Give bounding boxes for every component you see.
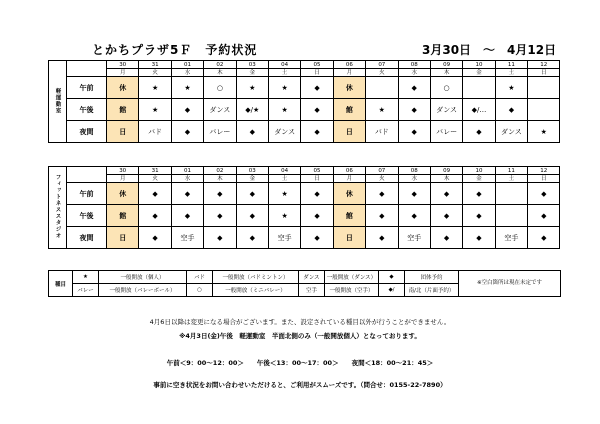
schedule-cell: ◆ [139, 183, 171, 205]
weekday-header: 日 [528, 175, 560, 183]
schedule-cell: ◆ [430, 205, 462, 227]
legend-desc: 団体予約 [405, 271, 459, 284]
legend-desc: 一般開放（ミニバレー） [213, 284, 299, 297]
schedule-cell: ◆ [463, 227, 495, 249]
schedule-cell: 休 [107, 183, 139, 205]
schedule-cell: 休 [107, 77, 139, 99]
schedule-cell [495, 205, 527, 227]
date-header: 06 [333, 61, 365, 69]
weekday-header: 木 [430, 69, 462, 77]
date-header: 11 [495, 61, 527, 69]
weekday-header: 水 [171, 69, 203, 77]
period-label: 夜間 [67, 227, 107, 249]
date-header: 10 [463, 167, 495, 175]
schedule-cell: ★ [366, 99, 398, 121]
date-header: 12 [528, 61, 560, 69]
legend-symbol: バド [187, 271, 213, 284]
weekday-header: 日 [528, 69, 560, 77]
schedule-cell: ◆ [236, 121, 268, 143]
schedule-cell: ★ [236, 77, 268, 99]
schedule-cell: ◆ [528, 205, 560, 227]
schedule-cell: ★ [268, 77, 300, 99]
date-header: 05 [301, 61, 333, 69]
date-header: 08 [398, 167, 430, 175]
schedule-cell: ◆ [171, 205, 203, 227]
legend-desc: 一般開放（空手） [325, 284, 379, 297]
weekday-header: 火 [366, 175, 398, 183]
note-special: ※4月3日(金)午後 軽運動室 半面北側のみ（一般開放個人）となっております。 [179, 332, 421, 340]
weekday-header: 土 [495, 175, 527, 183]
schedule-cell: ◆ [171, 183, 203, 205]
schedule-cell: ◆ [301, 99, 333, 121]
date-header: 03 [236, 167, 268, 175]
schedule-cell: ○ [430, 77, 462, 99]
date-header: 02 [204, 61, 236, 69]
period-label: 午前 [67, 77, 107, 99]
legend-symbol: ★ [73, 271, 99, 284]
date-header: 31 [139, 61, 171, 69]
weekday-header: 木 [430, 175, 462, 183]
room-table-fitness-studio [48, 166, 560, 249]
weekday-header: 月 [107, 69, 139, 77]
weekday-header: 金 [236, 69, 268, 77]
schedule-cell: 館 [107, 205, 139, 227]
schedule-cell: ◆ [366, 183, 398, 205]
date-header: 10 [463, 61, 495, 69]
page-title: とかちプラザ5Ｆ 予約状況 [92, 43, 258, 57]
schedule-cell: 館 [333, 99, 365, 121]
weekday-header: 木 [204, 175, 236, 183]
legend-symbol: ◆/ [379, 284, 405, 297]
weekday-header: 水 [171, 175, 203, 183]
legend-desc: 一般開放（バドミントン） [213, 271, 299, 284]
schedule-cell: 日 [333, 227, 365, 249]
legend-label: 種目 [49, 271, 73, 297]
schedule-cell: バド [366, 121, 398, 143]
schedule-cell: 日 [107, 121, 139, 143]
weekday-header: 火 [366, 69, 398, 77]
schedule-cell: ◆ [171, 121, 203, 143]
legend-desc: 一般開放（バレーボール） [99, 284, 187, 297]
schedule-cell: ◆ [301, 77, 333, 99]
schedule-cell: 館 [333, 205, 365, 227]
schedule-cell: ダンス [268, 121, 300, 143]
schedule-cell: ◆ [463, 121, 495, 143]
note-change: 4月6日以降は変更になる場合がございます。また、設定されている種目以外が行うことができません。 [149, 318, 451, 326]
date-header: 04 [268, 167, 300, 175]
schedule-cell: ◆ [204, 205, 236, 227]
date-header: 05 [301, 167, 333, 175]
schedule-cell: ◆ [139, 205, 171, 227]
schedule-cell: 空手 [495, 227, 527, 249]
schedule-cell: ◆ [463, 205, 495, 227]
schedule-cell: 空手 [398, 227, 430, 249]
date-header: 01 [171, 167, 203, 175]
weekday-header: 水 [398, 69, 430, 77]
schedule-cell: 館 [107, 99, 139, 121]
schedule-cell: 日 [333, 121, 365, 143]
legend-table [48, 270, 561, 297]
schedule-cell: ◆ [236, 205, 268, 227]
date-header: 04 [268, 61, 300, 69]
date-header: 07 [366, 61, 398, 69]
note-contact: 事前に空き状況をお問い合わせいただけると、ご利用がスムーズです。（問合せ：0155-22-7890） [153, 381, 447, 389]
schedule-cell: ★ [171, 77, 203, 99]
weekday-header: 木 [204, 69, 236, 77]
schedule-cell: ◆ [528, 227, 560, 249]
period-label: 午後 [67, 205, 107, 227]
room-name-label: 軽運動室 [54, 87, 61, 114]
weekday-header: 金 [463, 69, 495, 77]
weekday-header: 土 [268, 69, 300, 77]
room-name-label: フィットネススタジオ [54, 174, 61, 239]
schedule-cell: ダンス [495, 121, 527, 143]
weekday-header: 月 [333, 175, 365, 183]
schedule-cell: ◆ [236, 183, 268, 205]
schedule-cell: ◆ [301, 205, 333, 227]
schedule-cell: ◆ [301, 183, 333, 205]
weekday-header: 水 [398, 175, 430, 183]
date-header: 30 [107, 61, 139, 69]
schedule-cell: 空手 [268, 227, 300, 249]
weekday-header: 日 [301, 175, 333, 183]
schedule-cell: ◆ [301, 121, 333, 143]
schedule-cell: ★ [268, 205, 300, 227]
schedule-cell: ◆ [398, 121, 430, 143]
schedule-cell: ★ [528, 121, 560, 143]
schedule-cell: 日 [107, 227, 139, 249]
schedule-cell [528, 99, 560, 121]
date-header: 06 [333, 167, 365, 175]
schedule-cell: ◆ [430, 183, 462, 205]
date-header: 09 [430, 61, 462, 69]
period-label: 午前 [67, 183, 107, 205]
schedule-cell: ★ [268, 99, 300, 121]
schedule-cell: ◆ [236, 227, 268, 249]
weekday-header: 金 [463, 175, 495, 183]
schedule-cell: バレー [204, 121, 236, 143]
weekday-header: 金 [236, 175, 268, 183]
schedule-cell: ◆ [204, 183, 236, 205]
schedule-cell: ★ [268, 183, 300, 205]
legend-note: ※空白箇所は現在未定です [459, 271, 561, 297]
date-header: 31 [139, 167, 171, 175]
legend-symbol: ○ [187, 284, 213, 297]
legend-symbol: ◆ [379, 271, 405, 284]
weekday-header: 日 [301, 69, 333, 77]
schedule-cell: ★ [495, 77, 527, 99]
schedule-cell: ◆ [366, 205, 398, 227]
date-header: 07 [366, 167, 398, 175]
legend-desc: 一般開放（個人） [99, 271, 187, 284]
note-hours: 午前＜9：00～12：00＞ 午後＜13：00～17：00＞ 夜間＜18：00～21：45＞ [166, 359, 434, 367]
legend-desc: 一般開放（ダンス） [325, 271, 379, 284]
room-name [49, 61, 67, 143]
schedule-cell [463, 77, 495, 99]
schedule-cell: ★ [139, 99, 171, 121]
schedule-cell: 空手 [171, 227, 203, 249]
schedule-cell: 休 [333, 183, 365, 205]
schedule-cell: ◆ [171, 99, 203, 121]
date-header: 03 [236, 61, 268, 69]
date-header: 09 [430, 167, 462, 175]
date-header: 01 [171, 61, 203, 69]
weekday-header: 月 [107, 175, 139, 183]
date-header: 11 [495, 167, 527, 175]
weekday-header: 月 [333, 69, 365, 77]
date-header: 08 [398, 61, 430, 69]
schedule-cell: ◆ [430, 227, 462, 249]
schedule-cell: ダンス [430, 99, 462, 121]
schedule-cell: 休 [333, 77, 365, 99]
schedule-cell: バド [139, 121, 171, 143]
legend-symbol: バレー [73, 284, 99, 297]
date-range: 3月30日 ～ 4月12日 [422, 43, 557, 57]
schedule-cell: ◆/… [463, 99, 495, 121]
schedule-cell: ◆ [398, 99, 430, 121]
schedule-cell: ダンス [204, 99, 236, 121]
date-header: 12 [528, 167, 560, 175]
room-name [49, 167, 67, 249]
legend-symbol: 空手 [299, 284, 325, 297]
schedule-cell: ◆ [301, 227, 333, 249]
weekday-header: 土 [495, 69, 527, 77]
date-header: 02 [204, 167, 236, 175]
weekday-header: 火 [139, 175, 171, 183]
schedule-cell: ◆/★ [236, 99, 268, 121]
schedule-cell: ◆ [398, 205, 430, 227]
schedule-cell [495, 183, 527, 205]
schedule-cell: ◆ [366, 227, 398, 249]
schedule-cell: ◆ [139, 227, 171, 249]
schedule-cell [528, 77, 560, 99]
schedule-cell: ○ [204, 77, 236, 99]
schedule-cell: ◆ [495, 99, 527, 121]
period-label: 午後 [67, 99, 107, 121]
schedule-cell: ★ [139, 77, 171, 99]
schedule-cell: バレー [430, 121, 462, 143]
legend-symbol: ダンス [299, 271, 325, 284]
schedule-cell: ◆ [398, 77, 430, 99]
schedule-cell: ◆ [204, 227, 236, 249]
weekday-header: 火 [139, 69, 171, 77]
weekday-header: 土 [268, 175, 300, 183]
period-label: 夜間 [67, 121, 107, 143]
schedule-cell: ◆ [528, 183, 560, 205]
date-header: 30 [107, 167, 139, 175]
legend-desc: 南/北（片面予約） [405, 284, 459, 297]
schedule-cell [366, 77, 398, 99]
room-table-light-exercise [48, 60, 560, 143]
schedule-cell: ◆ [398, 183, 430, 205]
schedule-cell: ◆ [463, 183, 495, 205]
